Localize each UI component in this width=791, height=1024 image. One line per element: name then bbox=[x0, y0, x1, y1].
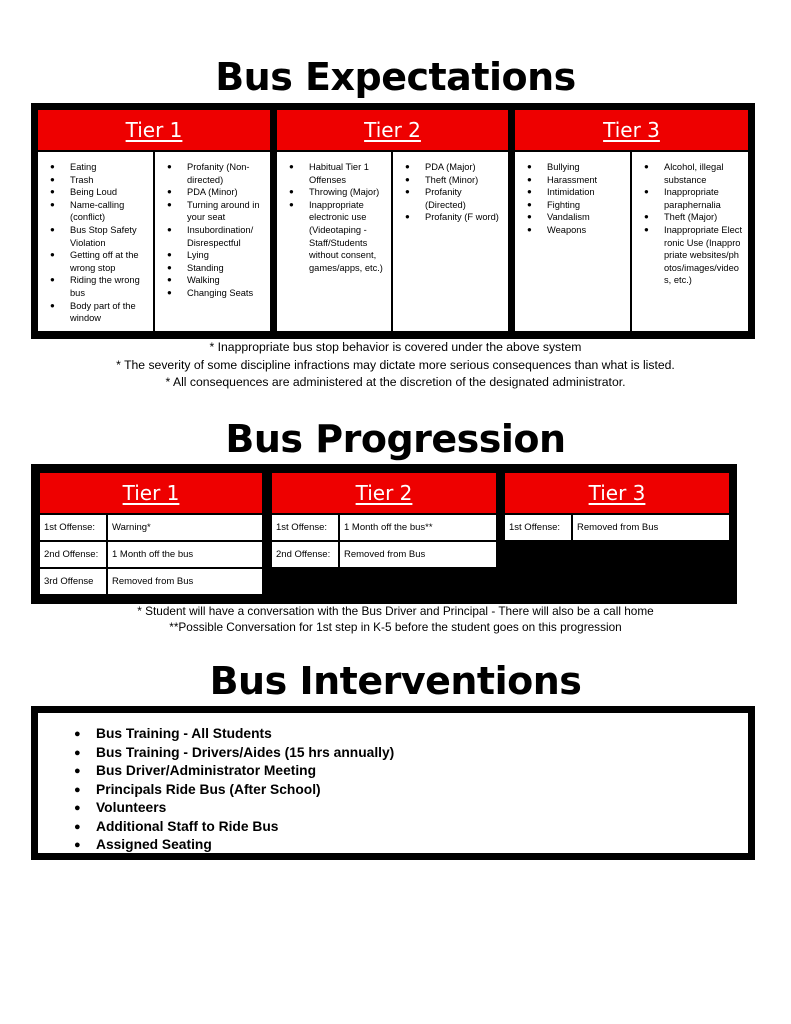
list-item: ● Bus Driver/Administrator Meeting bbox=[74, 762, 748, 781]
tier-1-list-a bbox=[38, 152, 153, 331]
list-item: ● Profanity (Non-directed) bbox=[167, 161, 266, 186]
tier-3-list-a bbox=[515, 152, 630, 331]
offense-cell: 1st Offense: bbox=[40, 515, 106, 540]
table-row bbox=[272, 515, 496, 540]
progression-tier-1-header: Tier 1 bbox=[40, 473, 262, 513]
list-item: ● Inappropriate Electronic Use (Inappropriate websites/photos/images/videos, etc.) bbox=[644, 224, 744, 287]
note: * Student will have a conversation with the Bus Driver and Principal - There will also be a call home bbox=[137, 604, 654, 618]
list-item: ● Insubordination/ Disrespectful bbox=[167, 224, 266, 249]
note: * All consequences are administered at the discretion of the designated administrator. bbox=[165, 375, 626, 389]
list-item: ● Additional Staff to Ride Bus bbox=[74, 818, 748, 837]
offense-cell: 1st Offense: bbox=[272, 515, 338, 540]
list-item: ● Standing bbox=[167, 262, 266, 275]
tier-1-list-b bbox=[155, 152, 270, 331]
table-row bbox=[272, 542, 496, 567]
list-item: ● Bus Training - Drivers/Aides (15 hrs annually) bbox=[74, 744, 748, 763]
list-item: ● Theft (Major) bbox=[644, 211, 744, 224]
offense-cell: 2nd Offense: bbox=[40, 542, 106, 567]
list-item: ● Theft (Minor) bbox=[405, 174, 504, 187]
tier-2-list-b bbox=[393, 152, 508, 331]
list-item: ● Alcohol, illegal substance bbox=[644, 161, 744, 186]
consequence-cell: Warning* bbox=[108, 515, 262, 540]
expectations-table bbox=[31, 103, 755, 339]
expectations-tier-2-header: Tier 2 bbox=[277, 110, 508, 150]
list-item: ● Lying bbox=[167, 249, 266, 262]
expectations-tier-3-header: Tier 3 bbox=[515, 110, 748, 150]
list-item: ● Harassment bbox=[527, 174, 626, 187]
list-item: ● Walking bbox=[167, 274, 266, 287]
consequence-cell: Removed from Bus bbox=[108, 569, 262, 594]
offense-cell: 2nd Offense: bbox=[272, 542, 338, 567]
list-item: ● PDA (Minor) bbox=[167, 186, 266, 199]
interventions-title: Bus Interventions bbox=[209, 659, 582, 703]
list-item: ● PDA (Major) bbox=[405, 161, 504, 174]
list-item: ● Eating bbox=[50, 161, 149, 174]
consequence-cell: Removed from Bus bbox=[340, 542, 496, 567]
tier-3-list-b bbox=[632, 152, 748, 331]
list-item: ● Habitual Tier 1 Offenses bbox=[289, 161, 387, 186]
progression-tier-2-header: Tier 2 bbox=[272, 473, 496, 513]
list-item: ● Body part of the window bbox=[50, 300, 149, 325]
list-item: ● Changing Seats bbox=[167, 287, 266, 300]
interventions-box bbox=[31, 706, 755, 860]
list-item: ● Profanity (F word) bbox=[405, 211, 504, 224]
table-row bbox=[40, 542, 262, 567]
consequence-cell: Removed from Bus bbox=[573, 515, 729, 540]
note: * The severity of some discipline infractions may dictate more serious consequences than what is listed. bbox=[116, 357, 675, 372]
progression-title: Bus Progression bbox=[225, 417, 566, 461]
expectations-notes bbox=[0, 339, 791, 392]
list-item: ● Being Loud bbox=[50, 186, 149, 199]
offense-cell: 1st Offense: bbox=[505, 515, 571, 540]
expectations-title: Bus Expectations bbox=[215, 55, 576, 99]
table-row bbox=[505, 515, 729, 540]
progression-tier-3-header: Tier 3 bbox=[505, 473, 729, 513]
tier-2-list-a bbox=[277, 152, 391, 331]
consequence-cell: 1 Month off the bus** bbox=[340, 515, 496, 540]
list-item: ● Fighting bbox=[527, 199, 626, 212]
list-item: ● Throwing (Major) bbox=[289, 186, 387, 199]
list-item: ● Principals Ride Bus (After School) bbox=[74, 781, 748, 800]
list-item: ● Getting off at the wrong stop bbox=[50, 249, 149, 274]
consequence-cell: 1 Month off the bus bbox=[108, 542, 262, 567]
list-item: ● Turning around in your seat bbox=[167, 199, 266, 224]
list-item: ● Inappropriate paraphernalia bbox=[644, 186, 744, 211]
expectations-tier-1-header: Tier 1 bbox=[38, 110, 270, 150]
list-item: ● Profanity (Directed) bbox=[405, 186, 504, 211]
list-item: ● Vandalism bbox=[527, 211, 626, 224]
list-item: ● Intimidation bbox=[527, 186, 626, 199]
list-item: ● Volunteers bbox=[74, 799, 748, 818]
offense-cell: 3rd Offense bbox=[40, 569, 106, 594]
note: **Possible Conversation for 1st step in K-5 before the student goes on this progression bbox=[169, 620, 622, 634]
list-item: ● Riding the wrong bus bbox=[50, 274, 149, 299]
note: * Inappropriate bus stop behavior is covered under the above system bbox=[209, 340, 582, 354]
progression-notes bbox=[0, 603, 791, 635]
list-item: ● Bus Stop Safety Violation bbox=[50, 224, 149, 249]
list-item: ● Bus Training - All Students bbox=[74, 725, 748, 744]
list-item: ● Trash bbox=[50, 174, 149, 187]
list-item: ● Name-calling (conflict) bbox=[50, 199, 149, 224]
list-item: ● Inappropriate electronic use (Videotaping - Staff/Students without consent, games/apps, etc.) bbox=[289, 199, 387, 275]
list-item: ● Assigned Seating bbox=[74, 836, 748, 855]
table-row bbox=[40, 569, 262, 594]
interventions-list-cell bbox=[38, 713, 748, 853]
list-item: ● Bullying bbox=[527, 161, 626, 174]
progression-table bbox=[31, 464, 737, 604]
list-item: ● Weapons bbox=[527, 224, 626, 237]
table-row bbox=[40, 515, 262, 540]
